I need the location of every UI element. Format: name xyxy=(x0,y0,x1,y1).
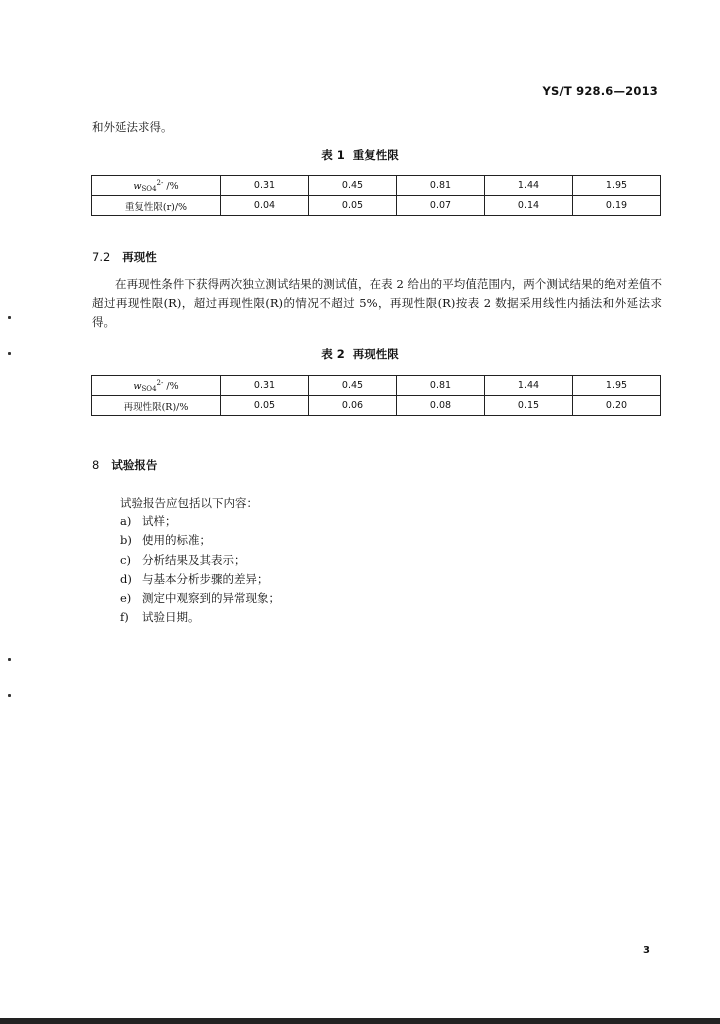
table-cell: 0.06 xyxy=(309,396,397,416)
list-marker: f) xyxy=(120,610,129,625)
table-cell: 1.95 xyxy=(573,376,661,396)
list-item xyxy=(120,570,280,589)
list-item-text: 测定中观察到的异常现象； xyxy=(142,591,280,606)
table-cell: 0.04 xyxy=(221,196,309,216)
table1-caption-number: 表 1 xyxy=(321,148,345,162)
table-row xyxy=(92,396,661,416)
sulfate-subscript: SO xyxy=(141,184,153,193)
table1-repeatability xyxy=(91,175,661,216)
table-cell: 1.44 xyxy=(485,176,573,196)
standard-code: YS/T 928.6—2013 xyxy=(542,84,658,98)
list-marker: c) xyxy=(120,552,131,567)
list-marker: d) xyxy=(120,571,132,586)
table-cell: 0.15 xyxy=(485,396,573,416)
scan-edge xyxy=(0,1018,720,1024)
sulfate-subsubscript: 4 xyxy=(152,384,157,393)
table-cell: 0.20 xyxy=(573,396,661,416)
section-8-intro: 试验报告应包括以下内容： xyxy=(120,496,258,510)
table1-caption xyxy=(0,147,720,163)
mass-fraction-symbol: w xyxy=(133,380,142,392)
unit-label: /% xyxy=(163,180,179,192)
table-row xyxy=(92,176,661,196)
sulfate-charge: 2- xyxy=(156,378,164,387)
scan-speck xyxy=(8,658,11,661)
list-item xyxy=(120,531,280,550)
section-title: 再现性 xyxy=(122,250,157,264)
list-marker: e) xyxy=(120,591,132,606)
page-number: 3 xyxy=(643,945,650,956)
section-7-2-body: 在再现性条件下获得两次独立测试结果的测试值，在表 2 给出的平均值范围内，两个测试结果的绝对差值不超过再现性限(R)，超过再现性限(R)的情况不超过 5%，再现性限(R)按表 2 数据采用线性内插法和外延法求得。 xyxy=(92,277,662,329)
sulfate-subscript: SO xyxy=(141,384,153,393)
list-item-text: 分析结果及其表示； xyxy=(142,552,246,567)
section-number: 7.2 xyxy=(92,250,111,264)
list-item xyxy=(120,512,280,531)
table-cell: 0.07 xyxy=(397,196,485,216)
table2-row1-header xyxy=(92,376,221,396)
table-cell: 0.14 xyxy=(485,196,573,216)
table-cell: 0.31 xyxy=(221,376,309,396)
section-title: 试验报告 xyxy=(111,458,158,472)
table-cell: 1.44 xyxy=(485,376,573,396)
scan-speck xyxy=(8,316,11,319)
table-cell: 0.05 xyxy=(221,396,309,416)
table2-caption xyxy=(0,346,720,362)
list-item xyxy=(120,608,280,627)
table2-reproducibility xyxy=(91,375,661,416)
table1-row2-header: 重复性限(r)/% xyxy=(92,196,221,216)
list-item-text: 与基本分析步骤的差异； xyxy=(142,571,269,586)
table-cell: 0.31 xyxy=(221,176,309,196)
table-cell: 0.05 xyxy=(309,196,397,216)
table2-caption-title: 再现性限 xyxy=(352,347,399,361)
section-8-heading xyxy=(92,457,157,473)
section-7-2-heading xyxy=(92,249,157,265)
table-cell: 0.19 xyxy=(573,196,661,216)
mass-fraction-symbol: w xyxy=(133,180,142,192)
list-item-text: 使用的标准； xyxy=(142,533,211,548)
report-contents-list xyxy=(120,512,280,628)
unit-label: /% xyxy=(163,380,179,392)
table-row xyxy=(92,196,661,216)
sulfate-subsubscript: 4 xyxy=(152,184,157,193)
scan-speck xyxy=(8,352,11,355)
list-marker: a) xyxy=(120,514,132,528)
table-cell: 0.81 xyxy=(397,376,485,396)
table-cell: 1.95 xyxy=(573,176,661,196)
continuation-text: 和外延法求得。 xyxy=(92,120,173,134)
table-cell: 0.45 xyxy=(309,376,397,396)
list-item-text: 试样； xyxy=(142,514,177,528)
list-marker: b) xyxy=(120,533,132,548)
table-cell: 0.81 xyxy=(397,176,485,196)
list-item xyxy=(120,589,280,608)
list-item-text: 试验日期。 xyxy=(142,610,200,625)
table1-row1-header xyxy=(92,176,221,196)
table2-row2-header: 再现性限(R)/% xyxy=(92,396,221,416)
scan-speck xyxy=(8,694,11,697)
table-row xyxy=(92,376,661,396)
list-item xyxy=(120,551,280,570)
section-number: 8 xyxy=(92,458,100,472)
table2-caption-number: 表 2 xyxy=(321,347,345,361)
table-cell: 0.45 xyxy=(309,176,397,196)
sulfate-charge: 2- xyxy=(156,178,164,187)
table1-caption-title: 重复性限 xyxy=(352,148,399,162)
table-cell: 0.08 xyxy=(397,396,485,416)
